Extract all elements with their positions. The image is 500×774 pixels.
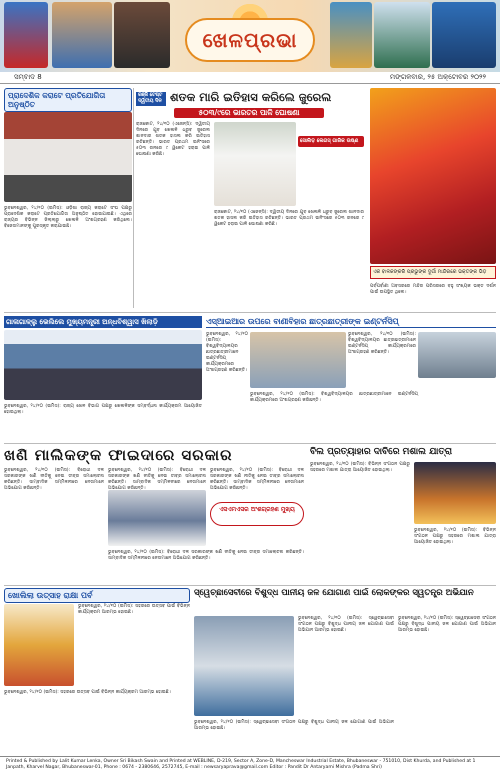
story-water-headline: ସ୍ୱେଚ୍ଛାସେବୀରେ ବିଶୁଦ୍ଧ ପାନୀୟ ଜଳ ଯୋଗାଣ ପାଇଁ ଲୋକଙ୍କର ସ୍ୱତନ୍ତ୍ର ଅଭିଯାନ	[194, 588, 474, 598]
date-text: ମଙ୍ଗଳବାର, ୨୫ ଅକ୍ଟୋବର ୨୦୨୨	[389, 73, 486, 81]
story-festival-body-2: ଭୁବନେଶ୍ୱର, ୨୪/୧୦ (ଇମିସ): ସହରରେ ଉତ୍ସବ ପାଇଁ ବିଭିନ୍ନ କାର୍ଯ୍ୟକ୍ରମ ଆରମ୍ଭ ହୋଇଛି।	[4, 690, 171, 695]
festival-poster-photo	[4, 604, 74, 686]
temple-deity-photo	[370, 88, 496, 264]
story-festival-headline: ଖୋଲିଲା ଉତ୍ସାହ ରାକ୍ଷା ପର୍ବ	[4, 588, 190, 603]
story-water-body-1: ଭୁବନେଶ୍ୱର, ୨୪/୧୦ (ଇମିସ): ସ୍ୱେଚ୍ଛାସେବୀ ସଂଗଠନ ପକ୍ଷରୁ ବିଶୁଦ୍ଧ ପାନୀୟ ଜଳ ଯୋଗାଣ ପାଇଁ ଅଭିଯାନ ଆରମ୍ଭ ହୋଇଛି।	[298, 616, 394, 633]
internship-photo-2	[418, 332, 496, 378]
cricketer-photo	[214, 122, 296, 206]
story-karate	[4, 88, 132, 308]
story-mine-body-4: ଭୁବନେଶ୍ୱର, ୨୪/୧୦ (ଇମିସ): ବିରୋଧୀ ଦଳ ସରକାରଙ୍କ ଖଣି ନୀତିକୁ ନେଇ ତୀବ୍ର ସମାଲୋଚନା କରିଛନ୍ତି। ସାମ୍ବାଦିକ ସମ୍ମିଳନୀରେ ନେତାମାନେ ଅଭିଯୋଗ କରିଛନ୍ତି।	[108, 550, 304, 561]
athlete-photo-runner	[4, 2, 48, 68]
athlete-photo-portrait	[114, 2, 170, 68]
story-torch-headline: ବିଲ ପ୍ରତ୍ୟାହାର ଦାବିରେ ମଶାଲ ଯାତ୍ରା	[310, 447, 452, 457]
water-campaign-photo	[194, 616, 294, 716]
story-cricket-subhead: ୫୦୩/୯ରେ ଭାରତର ପାଳି ଘୋଷଣା	[174, 108, 324, 118]
athlete-photo-trophy	[330, 2, 372, 68]
story-torch-body-1: ଭୁବନେଶ୍ୱର, ୨୪/୧୦ (ଇମିସ): ବିଭିନ୍ନ ସଂଗଠନ ପକ୍ଷରୁ ସହରରେ ମଶାଲ ଯାତ୍ରା ଆୟୋଜିତ ହୋଇଥିଲା।	[310, 462, 410, 473]
story-mine-box: ଏସଏମଏସର ଅଂଶଗ୍ରହଣ ମୁଖ୍ୟ	[210, 502, 304, 526]
story-mine-body-3: ଭୁବନେଶ୍ୱର, ୨୪/୧୦ (ଇମିସ): ବିରୋଧୀ ଦଳ ସରକାରଙ୍କ ଖଣି ନୀତିକୁ ନେଇ ତୀବ୍ର ସମାଲୋଚନା କରିଛନ୍ତି। ସାମ୍ବାଦିକ ସମ୍ମିଳନୀରେ ନେତାମାନେ ଅଭିଯୋଗ କରିଛନ୍ତି।	[210, 468, 304, 491]
torch-rally-photo	[414, 462, 496, 524]
story-internship-body-2: ଭୁବନେଶ୍ୱର, ୨୪/୧୦ (ଇମିସ): ବିଶ୍ୱବିଦ୍ୟାଳୟର ଛାତ୍ରଛାତ୍ରୀମାନେ ଇଣ୍ଟର୍ନସିପ୍ କାର୍ଯ୍ୟକ୍ରମରେ ଅଂଶଗ୍ରହଣ କରିଛନ୍ତି।	[348, 332, 416, 355]
story-festival	[4, 588, 190, 752]
story-cricket-kicker: ରଞ୍ଜି ଟେଷ୍ଟ ଦ୍ୱିତୀୟ ଦିନ	[136, 92, 166, 106]
story-water-body-2: ଭୁବନେଶ୍ୱର, ୨୪/୧୦ (ଇମିସ): ସ୍ୱେଚ୍ଛାସେବୀ ସଂଗଠନ ପକ୍ଷରୁ ବିଶୁଦ୍ଧ ପାନୀୟ ଜଳ ଯୋଗାଣ ପାଇଁ ଅଭିଯାନ ଆରମ୍ଭ ହୋଇଛି।	[398, 616, 496, 633]
story-drinking-water	[194, 588, 496, 752]
story-cm-headline: ଗାଳାଗାଳ୍ଲୁ ଭେଲିଲେ ମୁଖ୍ୟମନ୍ତ୍ରୀ ଅନ୍ଧବିଶ୍ୱାସ ଖିଲାଡ଼ି	[4, 316, 202, 328]
story-karate-body: ଭୁବନେଶ୍ୱର, ୨୪/୧୦ (ଇମିସ): ଓଡ଼ିଶା ରାଜ୍ୟ କରାଟେ ସଂଘ ପକ୍ଷରୁ ପ୍ରାଦେଶିକ କରାଟେ ପ୍ରତିଯୋଗିତା ଅନୁଷ୍ଠିତ ହୋଇଯାଇଛି। ଏଥିରେ ରାଜ୍ୟର ବିଭିନ୍ନ ଜିଲ୍ଲାରୁ ଖେଳାଳି ଅଂଶଗ୍ରହଣ କରିଥିଲେ। ବିଜେତାମାନଙ୍କୁ ପୁରସ୍କୃତ କରାଯାଇଛି।	[4, 206, 132, 229]
athlete-photo-hockey	[432, 2, 496, 68]
temple-body: ପର୍ବପର୍ବାଣୀ ଅବସରରେ ମନ୍ଦିର ପରିସରରେ ବହୁ ସଂଖ୍ୟକ ଭକ୍ତ ଦର୍ଶନ ପାଇଁ ଉପସ୍ଥିତ ଥିଲେ।	[370, 284, 496, 295]
story-torch-body-2: ଭୁବନେଶ୍ୱର, ୨୪/୧୦ (ଇମିସ): ବିଭିନ୍ନ ସଂଗଠନ ପକ୍ଷରୁ ସହରରେ ମଶାଲ ଯାତ୍ରା ଆୟୋଜିତ ହୋଇଥିଲା।	[414, 528, 496, 545]
masthead-title: ଖେଳପ୍ରଭା	[202, 28, 298, 52]
masthead-title-box	[185, 18, 315, 62]
karate-team-photo	[4, 112, 132, 202]
story-karate-headline: ପ୍ରାଦେଶିକ କରାଟେ ପ୍ରତିଯୋଗିତା ଅନୁଷ୍ଠିତ	[4, 88, 132, 112]
athlete-photo-team	[52, 2, 112, 68]
athlete-photo-badminton	[374, 2, 430, 68]
story-mine-owners	[4, 446, 306, 582]
column-rule	[133, 88, 134, 308]
page-number: ସମ୍ବାଦ 8	[14, 73, 42, 81]
story-cm-body: ଭୁବନେଶ୍ୱର, ୨୪/୧୦ (ଇମିସ): ରାଜ୍ୟ ଖେଳ ବିଭାଗ ପକ୍ଷରୁ ଖେଳାଳିଙ୍କ ସମ୍ବର୍ଦ୍ଧନା କାର୍ଯ୍ୟକ୍ରମ ଆୟୋଜିତ ହୋଇଥିଲା।	[4, 404, 202, 415]
story-cricket-headline: ଶତକ ମାରି ଇତିହାସ କରିଲେ ଜୁରେଲ	[170, 90, 332, 104]
story-internship-body-3: ଭୁବନେଶ୍ୱର, ୨୪/୧୦ (ଇମିସ): ବିଶ୍ୱବିଦ୍ୟାଳୟର ଛାତ୍ରଛାତ୍ରୀମାନେ ଇଣ୍ଟର୍ନସିପ୍ କାର୍ଯ୍ୟକ୍ରମରେ ଅଂଶଗ୍ରହଣ କରିଛନ୍ତି।	[250, 392, 418, 403]
story-festival-body-1: ଭୁବନେଶ୍ୱର, ୨୪/୧୦ (ଇମିସ): ସହରରେ ଉତ୍ସବ ପାଇଁ ବିଭିନ୍ନ କାର୍ଯ୍ୟକ୍ରମ ଆରମ୍ଭ ହୋଇଛି।	[78, 604, 190, 615]
row-rule	[4, 312, 496, 313]
story-mine-body-1: ଭୁବନେଶ୍ୱର, ୨୪/୧୦ (ଇମିସ): ବିରୋଧୀ ଦଳ ସରକାରଙ୍କ ଖଣି ନୀତିକୁ ନେଇ ତୀବ୍ର ସମାଲୋଚନା କରିଛନ୍ତି। ସାମ୍ବାଦିକ ସମ୍ମିଳନୀରେ ନେତାମାନେ ଅଭିଯୋଗ କରିଛନ୍ତି।	[4, 468, 104, 491]
dateline	[0, 72, 500, 84]
temple-caption: ଏକ ବାଳକଙ୍କରି ପ୍ରଭୁଙ୍କ ଦୁର୍ଗା ମାନ୍ଦିରରେ ଭକ୍ତଙ୍କ ଭିଡ଼	[370, 266, 496, 279]
story-cricket-body-bottom: ରାଜକୋଟ, ୨୪/୧୦ (ଏଜେନ୍ସି): ଦ୍ୱିତୀୟ ଦିନରେ ଯୁବ ଖେଳାଳି ଧ୍ରୁବ ଜୁରେଲ ଶାନଦାର ଶତକ ହାସଲ କରି ଇତିହାସ ରଚିଛନ୍ତି। ଭାରତ ପ୍ରଥମ ଇନିଂସରେ ୫୦୩ ରନରେ ୯ ୱିକେଟ ହରାଇ ପାଳି ଘୋଷଣା କରିଛି।	[214, 210, 364, 227]
masthead	[0, 0, 500, 72]
internship-photo-1	[250, 332, 346, 388]
story-mine-headline: ଖଣି ମାଲିକଙ୍କ ଫାଇଦାରେ ସରକାର	[4, 446, 233, 464]
story-temple	[370, 88, 496, 308]
story-cricket-box: ସୋଲିଡ଼ ଲେଗସ୍ ଗାରିକ ଉଷ୍ଣ	[298, 136, 364, 147]
story-water-body-3: ଭୁବନେଶ୍ୱର, ୨୪/୧୦ (ଇମିସ): ସ୍ୱେଚ୍ଛାସେବୀ ସଂଗଠନ ପକ୍ଷରୁ ବିଶୁଦ୍ଧ ପାନୀୟ ଜଳ ଯୋଗାଣ ପାଇଁ ଅଭିଯାନ ଆରମ୍ଭ ହୋଇଛି।	[194, 720, 394, 731]
row-rule	[4, 585, 496, 586]
story-internship	[206, 316, 496, 440]
story-torch-rally	[310, 446, 496, 582]
story-mine-body-2: ଭୁବନେଶ୍ୱର, ୨୪/୧୦ (ଇମିସ): ବିରୋଧୀ ଦଳ ସରକାରଙ୍କ ଖଣି ନୀତିକୁ ନେଇ ତୀବ୍ର ସମାଲୋଚନା କରିଛନ୍ତି। ସାମ୍ବାଦିକ ସମ୍ମିଳନୀରେ ନେତାମାନେ ଅଭିଯୋଗ କରିଛନ୍ତି।	[108, 468, 206, 491]
story-internship-headline: ଏସ୍‌ଆଇଆର ଉପରେ ବାଣୀବିହାର ଛାତ୍ରଛାତ୍ରୀଙ୍କ ଇଣ୍ଟର୍ନସିପ୍	[206, 316, 496, 328]
press-conference-photo	[108, 490, 206, 546]
story-cricket	[136, 88, 366, 308]
story-cricket-body-left: ରାଜକୋଟ, ୨୪/୧୦ (ଏଜେନ୍ସି): ଦ୍ୱିତୀୟ ଦିନରେ ଯୁବ ଖେଳାଳି ଧ୍ରୁବ ଜୁରେଲ ଶାନଦାର ଶତକ ହାସଲ କରି ଇତିହାସ ରଚିଛନ୍ତି। ଭାରତ ପ୍ରଥମ ଇନିଂସରେ ୫୦୩ ରନରେ ୯ ୱିକେଟ ହରାଇ ପାଳି ଘୋଷଣା କରିଛି।	[136, 122, 210, 157]
imprint-footer: Printed & Published by Lalit Kumar Lenka, Owner Sri Bikash Swain and Printed at WEBLINE, D-219, Sector A, Zone-D, Mancheswar Industrial Estate, Bhubaneswar - 751010, Dist Khurda, and Published at 1 Janpath, Kharvel Nagar, Bhubaneswar-01, Phone : 0674 - 2380646, 2572745, E-mail : newsaryaprava@gmail.com Editor : Pandit Dr Antaryami Mishra (Padma Shri)	[0, 756, 500, 774]
athletes-group-photo	[4, 330, 202, 400]
story-cm-athletes	[4, 316, 202, 440]
story-internship-body-1: ଭୁବନେଶ୍ୱର, ୨୪/୧୦ (ଇମିସ): ବିଶ୍ୱବିଦ୍ୟାଳୟର ଛାତ୍ରଛାତ୍ରୀମାନେ ଇଣ୍ଟର୍ନସିପ୍ କାର୍ଯ୍ୟକ୍ରମରେ ଅଂଶଗ୍ରହଣ କରିଛନ୍ତି।	[206, 332, 248, 373]
row-rule	[4, 443, 496, 444]
